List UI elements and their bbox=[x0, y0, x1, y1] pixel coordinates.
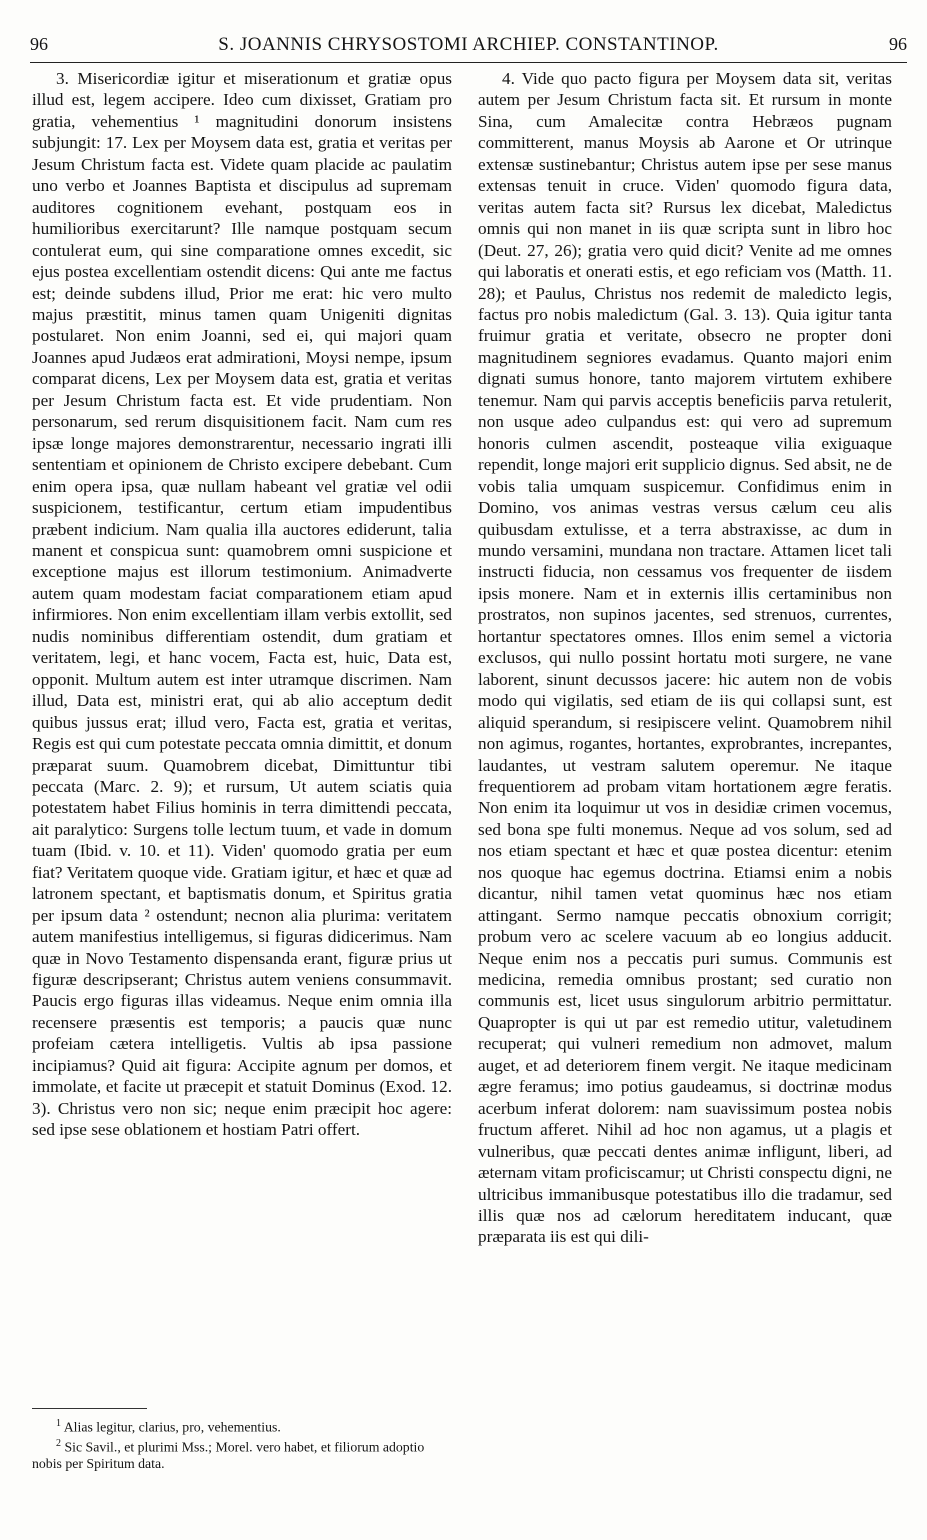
running-title: S. JOANNIS CHRYSOSTOMI ARCHIEP. CONSTANTINOP. bbox=[218, 34, 719, 55]
page-number-right: 96 bbox=[889, 34, 907, 54]
running-header bbox=[30, 34, 907, 60]
right-column bbox=[478, 68, 892, 1248]
footnote-1 bbox=[32, 1416, 452, 1436]
footnote-mark: 2 bbox=[56, 1438, 61, 1450]
left-column bbox=[32, 68, 452, 1141]
footnote-rule bbox=[32, 1408, 147, 1409]
page-number-left: 96 bbox=[30, 34, 48, 54]
footnote-text: Sic Savil., et plurimi Mss.; Morel. vero habet, et filiorum adoptio nobis per Spiritum data. bbox=[32, 1439, 425, 1472]
header-rule bbox=[30, 62, 907, 63]
paragraph-4: 4. Vide quo pacto figura per Moysem data sit, veritas autem per Jesum Christum facta sit. Et rursum in monte Sina, cum Amalecitæ contra Hebræos pugnam committerent, manus Moysis ab Aarone et Or utrinque extensæ sustinebantur; Christus autem ipse per sese manus extensas tenuit in cruce. Viden' quomodo figura data, veritas autem facta sit? Rursus lex dicebat, Maledictus omnis qui non manet in iis quæ scripta sunt in libro hoc (Deut. 27, 26); gratia vero quid dicit? Venite ad me omnes qui laboratis et onerati estis, et ego reficiam vos (Matth. 11. 28); et Paulus, Christus nos redemit de maledicto legis, factus pro nobis maledictum (Gal. 3. 13). Quia igitur tanta fruimur gratia et veritate, obsecro ne propter doni magnitudinem segniores evadamus. Quanto majori enim dignati sumus honore, tanto majorem virtutem exhibere tenemur. Nam qui parvis acceptis beneficiis parva retulerit, non usque adeo culpandus est: qui vero ad supremum honoris culmen ascendit, posteaque vilia exiguaque rependit, longe majori erit supplicio dignus. Sed absit, ne de vobis talia umquam suspicemur. Confidimus enim in Domino, vos animas vestras versus cælum ceu alis quibusdam extulisse, et a terra abstraxisse, ac dum in mundo versamini, mundana non tractare. Attamen licet tali instructi fiducia, non cessamus vos frequenter de iisdem ipsis monere. Nam et in externis illis certaminibus non prostratos, non supinos jacentes, sed strenuos, currentes, hortantur spectatores omnes. Illos enim semel a victoria exclusos, qui nullo possint hortatu moti surgere, ne vane laborent, sinunt decussos jacere: hic autem non de vobis modo qui vigilatis, sed etiam de iis qui collapsi sunt, est aliquid sperandum, si resipiscere velint. Quamobrem nihil non agimus, rogantes, hortantes, exprobrantes, increpantes, laudantes, ut vestram salutem operemur. Ne itaque frequentiorem ad probam vitam hortationem ægre feratis. Non enim ita loquimur ut vos in desidiæ crimen vocemus, sed bona spe fulti monemus. Neque ad vos solum, sed ad nos etiam spectant et hæc et quæ postea dicentur: etenim nos quoque hac egemus doctrina. Etiamsi enim a nobis dicantur, nihil tamen vetat quominus hæc nos etiam attingant. Sermo namque peccatis obnoxium corrigit; probum vero ac scelere vacuum ab eo longius adducit. Neque enim nos a peccatis puri sumus. Communis est medicina, remedia omnibus prostant; sed curatio non communis est, licet usus singulorum arbitrio permittatur. Quapropter is qui ut par est remedio utitur, valetudinem recuperat; qui vulneri remedium non admovet, malum auget, et ad deteriorem finem vergit. Ne itaque medicinam ægre feramus; imo potius gaudeamus, si doctrinæ modus acerbum inferat dolorem: nam suavissimum postea nobis fructum afferet. Nihil ad hoc non agamus, ut a plagis et vulneribus, quæ peccati dentes animæ infligunt, liberi, ad æternam vitam proficiscamur; ut Christi conspectu digni, ne ultricibus immanibusque potestatibus illo die tradamur, sed illis quæ nos ad cælorum hereditatem inducant, quæ præparata iis est qui dili- bbox=[478, 69, 892, 1247]
footnote-mark: 1 bbox=[56, 1418, 61, 1429]
footnotes bbox=[32, 1416, 452, 1473]
footnote-2 bbox=[32, 1436, 452, 1473]
paragraph-3: 3. Misericordiæ igitur et miserationum et gratiæ opus illud est, legem accipere. Ideo cum dixisset, Gratiam pro gratia, vehementius ¹ magnitudini donorum insistens subjungit: 17. Lex per Moysem data est, gratia et veritas per Jesum Christum facta est. Videte quam placide ac paulatim uno verbo et Joannes Baptista et discipulus ad supremam auditores cognitionem evehant, postquam eos in humilioribus exercitarunt? Ille namque postquam secum contulerat eum, qui sine comparatione omnes excedit, sic ejus postea excellentiam ostendit dicens: Qui ante me factus est; deinde subdens illud, Prior me erat: hic vero multo majus præstitit, minus tamen quam Unigeniti dignitas postularet. Non enim Joanni, sed ei, qui majori quam Joannes apud Judæos erat admirationi, Moysi nempe, ipsum comparat dicens, Lex per Moysem data est, gratia et veritas per Jesum Christum facta est. Et vide prudentiam. Non personarum, sed rerum disquisitionem facit. Nam cum res ipsæ longe majores demonstrarentur, necessario ingrati illi sententiam et opinionem de Christo excipere debebant. Cum enim opera ipsa, quæ nullam habeant vel gratiæ vel odii suspicionem, testificantur, certum etiam impudentibus præbent indicium. Nam qualia illa auctores ediderunt, talia manent et conspicua sunt: quamobrem omni suspicione et exceptione majus est illorum testimonium. Animadverte autem quam modestam faciat comparationem etiam apud infirmiores. Non enim excellentiam illam verbis extollit, sed nudis nominibus differentiam ostendit, dum gratiam et veritatem, legi, et hanc vocem, Facta est, huic, Data est, opponit. Multum autem est inter utramque discrimen. Nam illud, Data est, ministri erat, qui ab alio acceptum dedit quibus jussus erat; illud vero, Facta est, gratia et veritas, Regis est qui cum potestate peccata omnia dimittit, et donum præparat suum. Quamobrem dicebat, Dimittuntur tibi peccata (Marc. 2. 9); et rursum, Ut autem sciatis quia potestatem habet Filius hominis in terra dimittendi peccata, ait paralytico: Surgens tolle lectum tuum, et vade in domum tuam (Ibid. v. 10. et 11). Viden' quomodo gratia per eum fiat? Veritatem quoque vide. Gratiam igitur, et hæc et quæ ad latronem spectant, et baptismatis donum, et Spiritus gratia per ipsum data ² ostendunt; necnon alia plurima: veritatem autem manifestius intelligemus, si figuras didicerimus. Nam quæ in Novo Testamento dispensanda erant, figuræ prius ut figuræ descripserant; Christus autem veniens consummavit. Paucis ergo figuras illas videamus. Neque enim omnia illa recensere præsentis est temporis; a paucis quæ nunc profeiam cætera intelligetis. Vultis ab ipsa passione incipiamus? Quid ait figura: Accipite agnum per domos, et immolate, et facite ut præcepit et statuit Dominus (Exod. 12. 3). Christus vero non sic; neque enim præcipit hoc agere: sed ipse sese oblationem et hostiam Patri offert. bbox=[32, 69, 452, 1140]
footnote-text: Alias legitur, clarius, pro, vehementius. bbox=[63, 1419, 281, 1435]
